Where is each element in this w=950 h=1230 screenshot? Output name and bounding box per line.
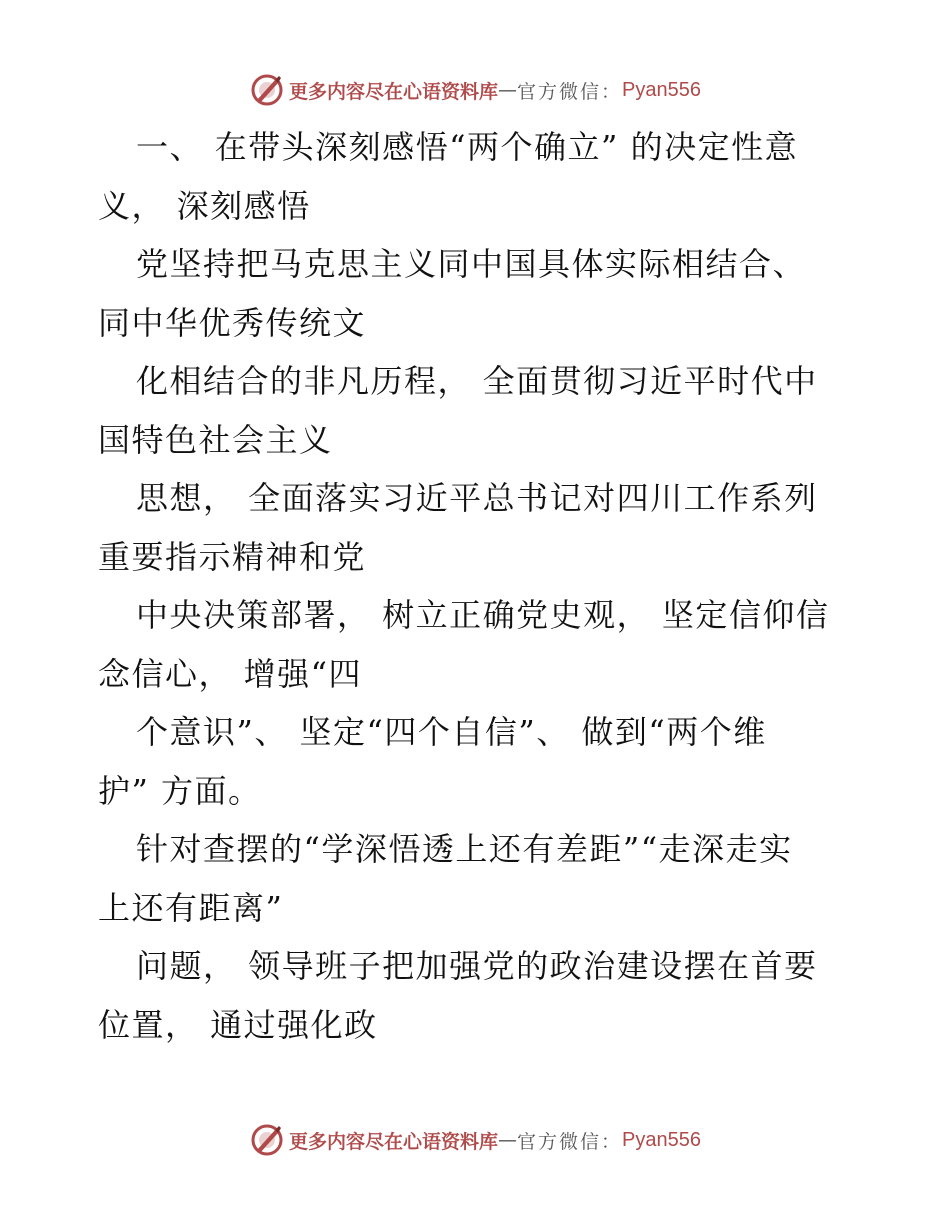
watermark-dash: — [498,79,518,101]
document-body [98,118,858,1054]
pen-seal-logo-icon [249,72,285,108]
text-line: 一、 在带头深刻感悟“两个确立” 的决定性意 [136,128,799,166]
watermark-dash: — [498,1129,518,1151]
text-line: 念信心， 增强“四 [98,654,363,693]
pen-seal-logo-icon [249,1122,285,1158]
header-watermark [0,70,950,110]
text-line: 上还有距离” [98,888,284,927]
text-line: 位置， 通过强化政 [98,1005,378,1044]
watermark-wechat-id: Pyan556 [622,78,701,101]
text-line: 思想， 全面落实习近平总书记对四川工作系列 [136,479,818,517]
watermark-wechat-label: 官方微信： [517,1130,623,1153]
text-line: 国特色社会主义 [98,420,333,459]
text-line: 中央决策部署， 树立正确党史观， 坚定信仰信 [136,596,830,634]
watermark-brand-text: 更多内容尽在心语资料库 [289,80,499,103]
text-line: 化相结合的非凡历程， 全面贯彻习近平时代中 [136,362,818,400]
text-line: 针对查摆的“学深悟透上还有差距”“走深走实 [136,830,793,868]
watermark-wechat-id: Pyan556 [622,1128,701,1151]
watermark-wechat-label: 官方微信： [517,80,623,103]
text-line: 问题， 领导班子把加强党的政治建设摆在首要 [136,947,818,985]
text-line: 个意识”、 坚定“四个自信”、 做到“两个维 [136,713,767,751]
text-line: 护” 方面。 [98,771,262,810]
text-line: 同中华优秀传统文 [98,303,367,342]
watermark-brand-text: 更多内容尽在心语资料库 [289,1130,499,1153]
text-line: 重要指示精神和党 [98,537,367,576]
text-line: 党坚持把马克思主义同中国具体实际相结合、 [136,245,807,283]
text-line: 义， 深刻感悟 [98,186,311,225]
footer-watermark [0,1120,950,1160]
